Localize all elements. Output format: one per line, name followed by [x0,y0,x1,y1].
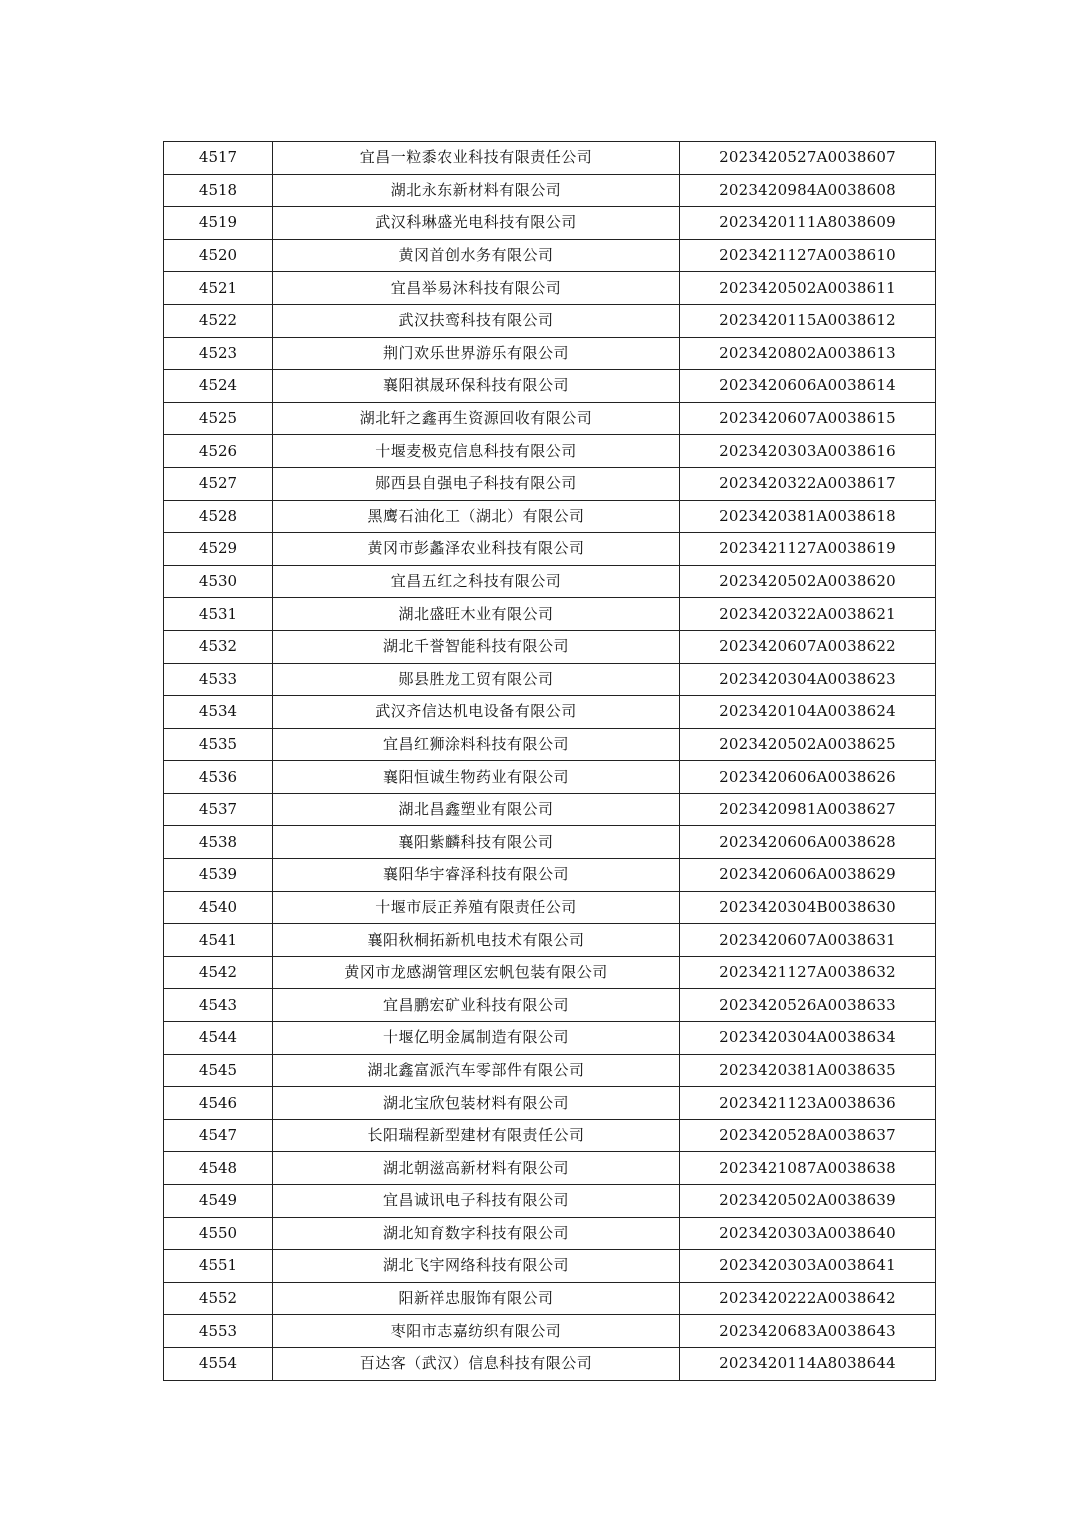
registry-table-body [164,142,936,1381]
registration-code-cell: 2023420322A0038617 [680,467,936,500]
table-row [164,1217,936,1250]
table-row [164,826,936,859]
company-name-cell: 湖北朝滋高新材料有限公司 [273,1152,680,1185]
table-row [164,793,936,826]
table-row [164,272,936,305]
company-name-cell: 宜昌红狮涂料科技有限公司 [273,728,680,761]
company-name-cell: 枣阳市志嘉纺织有限公司 [273,1315,680,1348]
row-sequence-number: 4545 [164,1054,273,1087]
table-row [164,1054,936,1087]
registration-code-cell: 2023420322A0038621 [680,598,936,631]
registration-code-cell: 2023420527A0038607 [680,142,936,175]
registration-code-cell: 2023420984A0038608 [680,174,936,207]
table-row [164,402,936,435]
registration-code-cell: 2023420303A0038641 [680,1250,936,1283]
table-row [164,989,936,1022]
table-row [164,142,936,175]
row-sequence-number: 4543 [164,989,273,1022]
company-name-cell: 湖北盛旺木业有限公司 [273,598,680,631]
registration-code-cell: 2023420802A0038613 [680,337,936,370]
registration-code-cell: 2023421087A0038638 [680,1152,936,1185]
registration-code-cell: 2023420606A0038628 [680,826,936,859]
table-row [164,598,936,631]
row-sequence-number: 4521 [164,272,273,305]
row-sequence-number: 4522 [164,304,273,337]
company-name-cell: 湖北轩之鑫再生资源回收有限公司 [273,402,680,435]
table-row [164,1119,936,1152]
registration-code-cell: 2023420381A0038618 [680,500,936,533]
registration-code-cell: 2023420502A0038620 [680,565,936,598]
row-sequence-number: 4519 [164,207,273,240]
registration-code-cell: 2023420115A0038612 [680,304,936,337]
table-row [164,1152,936,1185]
row-sequence-number: 4529 [164,533,273,566]
company-name-cell: 宜昌一粒黍农业科技有限责任公司 [273,142,680,175]
table-row [164,370,936,403]
row-sequence-number: 4546 [164,1087,273,1120]
registration-code-cell: 2023421127A0038632 [680,956,936,989]
row-sequence-number: 4525 [164,402,273,435]
registration-code-cell: 2023420607A0038622 [680,630,936,663]
row-sequence-number: 4517 [164,142,273,175]
row-sequence-number: 4531 [164,598,273,631]
company-registry-table [163,141,936,1381]
row-sequence-number: 4523 [164,337,273,370]
company-name-cell: 宜昌举易沐科技有限公司 [273,272,680,305]
registration-code-cell: 2023420303A0038640 [680,1217,936,1250]
table-row [164,435,936,468]
table-row [164,500,936,533]
table-row [164,337,936,370]
company-name-cell: 黄冈首创水务有限公司 [273,239,680,272]
row-sequence-number: 4524 [164,370,273,403]
table-row [164,174,936,207]
table-row [164,239,936,272]
row-sequence-number: 4548 [164,1152,273,1185]
company-name-cell: 湖北鑫富派汽车零部件有限公司 [273,1054,680,1087]
row-sequence-number: 4544 [164,1022,273,1055]
registration-code-cell: 2023420528A0038637 [680,1119,936,1152]
row-sequence-number: 4540 [164,891,273,924]
company-name-cell: 长阳瑞程新型建材有限责任公司 [273,1119,680,1152]
company-name-cell: 武汉扶鸾科技有限公司 [273,304,680,337]
row-sequence-number: 4537 [164,793,273,826]
row-sequence-number: 4547 [164,1119,273,1152]
registration-code-cell: 2023420606A0038614 [680,370,936,403]
company-name-cell: 郧西县自强电子科技有限公司 [273,467,680,500]
table-row [164,924,936,957]
table-row [164,565,936,598]
company-name-cell: 十堰亿明金属制造有限公司 [273,1022,680,1055]
row-sequence-number: 4542 [164,956,273,989]
table-row [164,1282,936,1315]
table-row [164,859,936,892]
registration-code-cell: 2023420606A0038629 [680,859,936,892]
row-sequence-number: 4554 [164,1347,273,1380]
table-row [164,696,936,729]
table-row [164,891,936,924]
company-name-cell: 郧县胜龙工贸有限公司 [273,663,680,696]
company-name-cell: 湖北永东新材料有限公司 [273,174,680,207]
registration-code-cell: 2023420607A0038615 [680,402,936,435]
company-name-cell: 十堰市辰正养殖有限责任公司 [273,891,680,924]
registration-code-cell: 2023420502A0038639 [680,1185,936,1218]
company-name-cell: 黑鹰石油化工（湖北）有限公司 [273,500,680,533]
company-name-cell: 湖北知育数字科技有限公司 [273,1217,680,1250]
row-sequence-number: 4530 [164,565,273,598]
company-name-cell: 黄冈市龙感湖管理区宏帆包装有限公司 [273,956,680,989]
registration-code-cell: 2023420303A0038616 [680,435,936,468]
row-sequence-number: 4550 [164,1217,273,1250]
row-sequence-number: 4538 [164,826,273,859]
row-sequence-number: 4541 [164,924,273,957]
registration-code-cell: 2023420981A0038627 [680,793,936,826]
company-name-cell: 宜昌五红之科技有限公司 [273,565,680,598]
company-name-cell: 荆门欢乐世界游乐有限公司 [273,337,680,370]
registration-code-cell: 2023420381A0038635 [680,1054,936,1087]
table-row [164,1185,936,1218]
registration-code-cell: 2023420222A0038642 [680,1282,936,1315]
table-row [164,1315,936,1348]
company-name-cell: 襄阳华宇睿泽科技有限公司 [273,859,680,892]
company-name-cell: 黄冈市彭蠡泽农业科技有限公司 [273,533,680,566]
table-row [164,1022,936,1055]
row-sequence-number: 4520 [164,239,273,272]
row-sequence-number: 4518 [164,174,273,207]
row-sequence-number: 4536 [164,761,273,794]
company-name-cell: 湖北宝欣包装材料有限公司 [273,1087,680,1120]
row-sequence-number: 4527 [164,467,273,500]
company-name-cell: 十堰麦极克信息科技有限公司 [273,435,680,468]
company-name-cell: 襄阳恒诚生物药业有限公司 [273,761,680,794]
row-sequence-number: 4534 [164,696,273,729]
registration-code-cell: 2023420304A0038634 [680,1022,936,1055]
registration-code-cell: 2023421123A0038636 [680,1087,936,1120]
company-name-cell: 阳新祥忠服饰有限公司 [273,1282,680,1315]
company-name-cell: 湖北昌鑫塑业有限公司 [273,793,680,826]
table-row [164,1347,936,1380]
registration-code-cell: 2023420607A0038631 [680,924,936,957]
company-name-cell: 百达客（武汉）信息科技有限公司 [273,1347,680,1380]
row-sequence-number: 4535 [164,728,273,761]
company-name-cell: 宜昌诚讯电子科技有限公司 [273,1185,680,1218]
row-sequence-number: 4553 [164,1315,273,1348]
company-name-cell: 武汉齐信达机电设备有限公司 [273,696,680,729]
row-sequence-number: 4532 [164,630,273,663]
registration-code-cell: 2023420304B0038630 [680,891,936,924]
row-sequence-number: 4539 [164,859,273,892]
row-sequence-number: 4549 [164,1185,273,1218]
company-name-cell: 湖北千誉智能科技有限公司 [273,630,680,663]
registration-code-cell: 2023420111A8038609 [680,207,936,240]
table-row [164,630,936,663]
registration-code-cell: 2023421127A0038619 [680,533,936,566]
table-row [164,1250,936,1283]
registration-code-cell: 2023420683A0038643 [680,1315,936,1348]
registration-code-cell: 2023420304A0038623 [680,663,936,696]
table-row [164,728,936,761]
table-row [164,663,936,696]
table-row [164,533,936,566]
registration-code-cell: 2023420104A0038624 [680,696,936,729]
registration-code-cell: 2023420606A0038626 [680,761,936,794]
registration-code-cell: 2023420502A0038625 [680,728,936,761]
registration-code-cell: 2023420502A0038611 [680,272,936,305]
registration-code-cell: 2023420114A8038644 [680,1347,936,1380]
table-row [164,467,936,500]
company-name-cell: 襄阳紫麟科技有限公司 [273,826,680,859]
row-sequence-number: 4528 [164,500,273,533]
registration-code-cell: 2023420526A0038633 [680,989,936,1022]
row-sequence-number: 4552 [164,1282,273,1315]
company-name-cell: 襄阳祺晟环保科技有限公司 [273,370,680,403]
registration-code-cell: 2023421127A0038610 [680,239,936,272]
company-name-cell: 湖北飞宇网络科技有限公司 [273,1250,680,1283]
table-row [164,207,936,240]
company-name-cell: 武汉科琳盛光电科技有限公司 [273,207,680,240]
table-row [164,761,936,794]
table-row [164,956,936,989]
company-name-cell: 宜昌鹏宏矿业科技有限公司 [273,989,680,1022]
company-name-cell: 襄阳秋桐拓新机电技术有限公司 [273,924,680,957]
row-sequence-number: 4551 [164,1250,273,1283]
row-sequence-number: 4526 [164,435,273,468]
table-row [164,1087,936,1120]
row-sequence-number: 4533 [164,663,273,696]
table-row [164,304,936,337]
